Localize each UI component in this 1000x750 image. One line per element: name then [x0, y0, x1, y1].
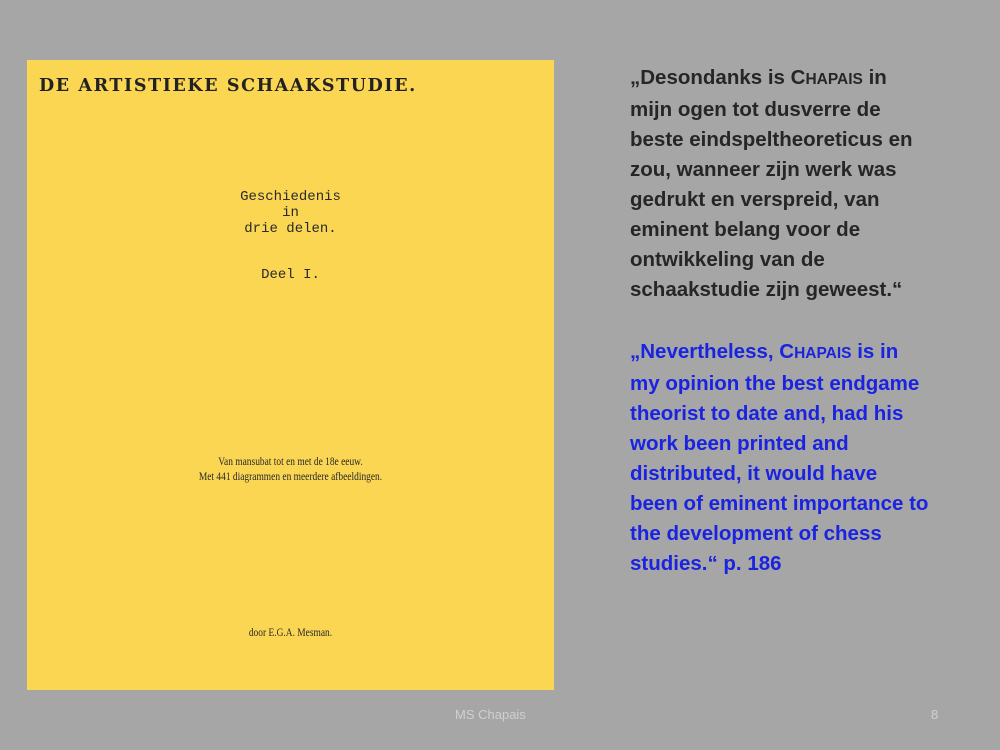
quote-english-name-rest: HAPAIS	[794, 345, 852, 362]
cover-subtitle-line-2: in	[282, 205, 299, 221]
footer-title: MS Chapais	[455, 707, 526, 722]
quote-dutch-rest: in mijn ogen tot dusverre de beste eindspeltheoreticus en zou, wanneer zijn werk was gedrukt en verspreid, van eminent belang voor de ontwikkeling van de schaakstudie zijn geweest.“	[630, 66, 913, 301]
cover-subtitle-line-1: Geschiedenis	[240, 189, 341, 205]
cover-author: door E.G.A. Mesman.	[248, 627, 333, 639]
quote-english	[630, 337, 930, 579]
quote-dutch-open: „Desondanks is	[630, 66, 791, 89]
quote-english-open: „Nevertheless,	[630, 340, 780, 363]
cover-description-line-1: Van mansubat tot en met de 18e eeuw.	[218, 456, 363, 468]
book-cover-image	[27, 60, 554, 690]
cover-title: DE ARTISTIEKE SCHAAKSTUDIE.	[39, 76, 417, 96]
quote-dutch-name-initial: C	[790, 66, 806, 89]
slide-number: 8	[931, 707, 939, 722]
quote-dutch-name-rest: HAPAIS	[805, 71, 863, 88]
quote-dutch	[630, 63, 930, 305]
quote-english-rest: is in my opinion the best endgame theorist to date and, had his work been printed and distributed, it would have been of eminent importance to the development of chess studies.“ p. 186	[630, 340, 929, 575]
cover-description-line-2: Met 441 diagrammen en meerdere afbeeldingen.	[198, 471, 383, 483]
cover-subtitle-line-3: drie delen.	[244, 221, 337, 237]
cover-volume: Deel I.	[261, 267, 320, 283]
quote-english-name-initial: C	[779, 340, 795, 363]
